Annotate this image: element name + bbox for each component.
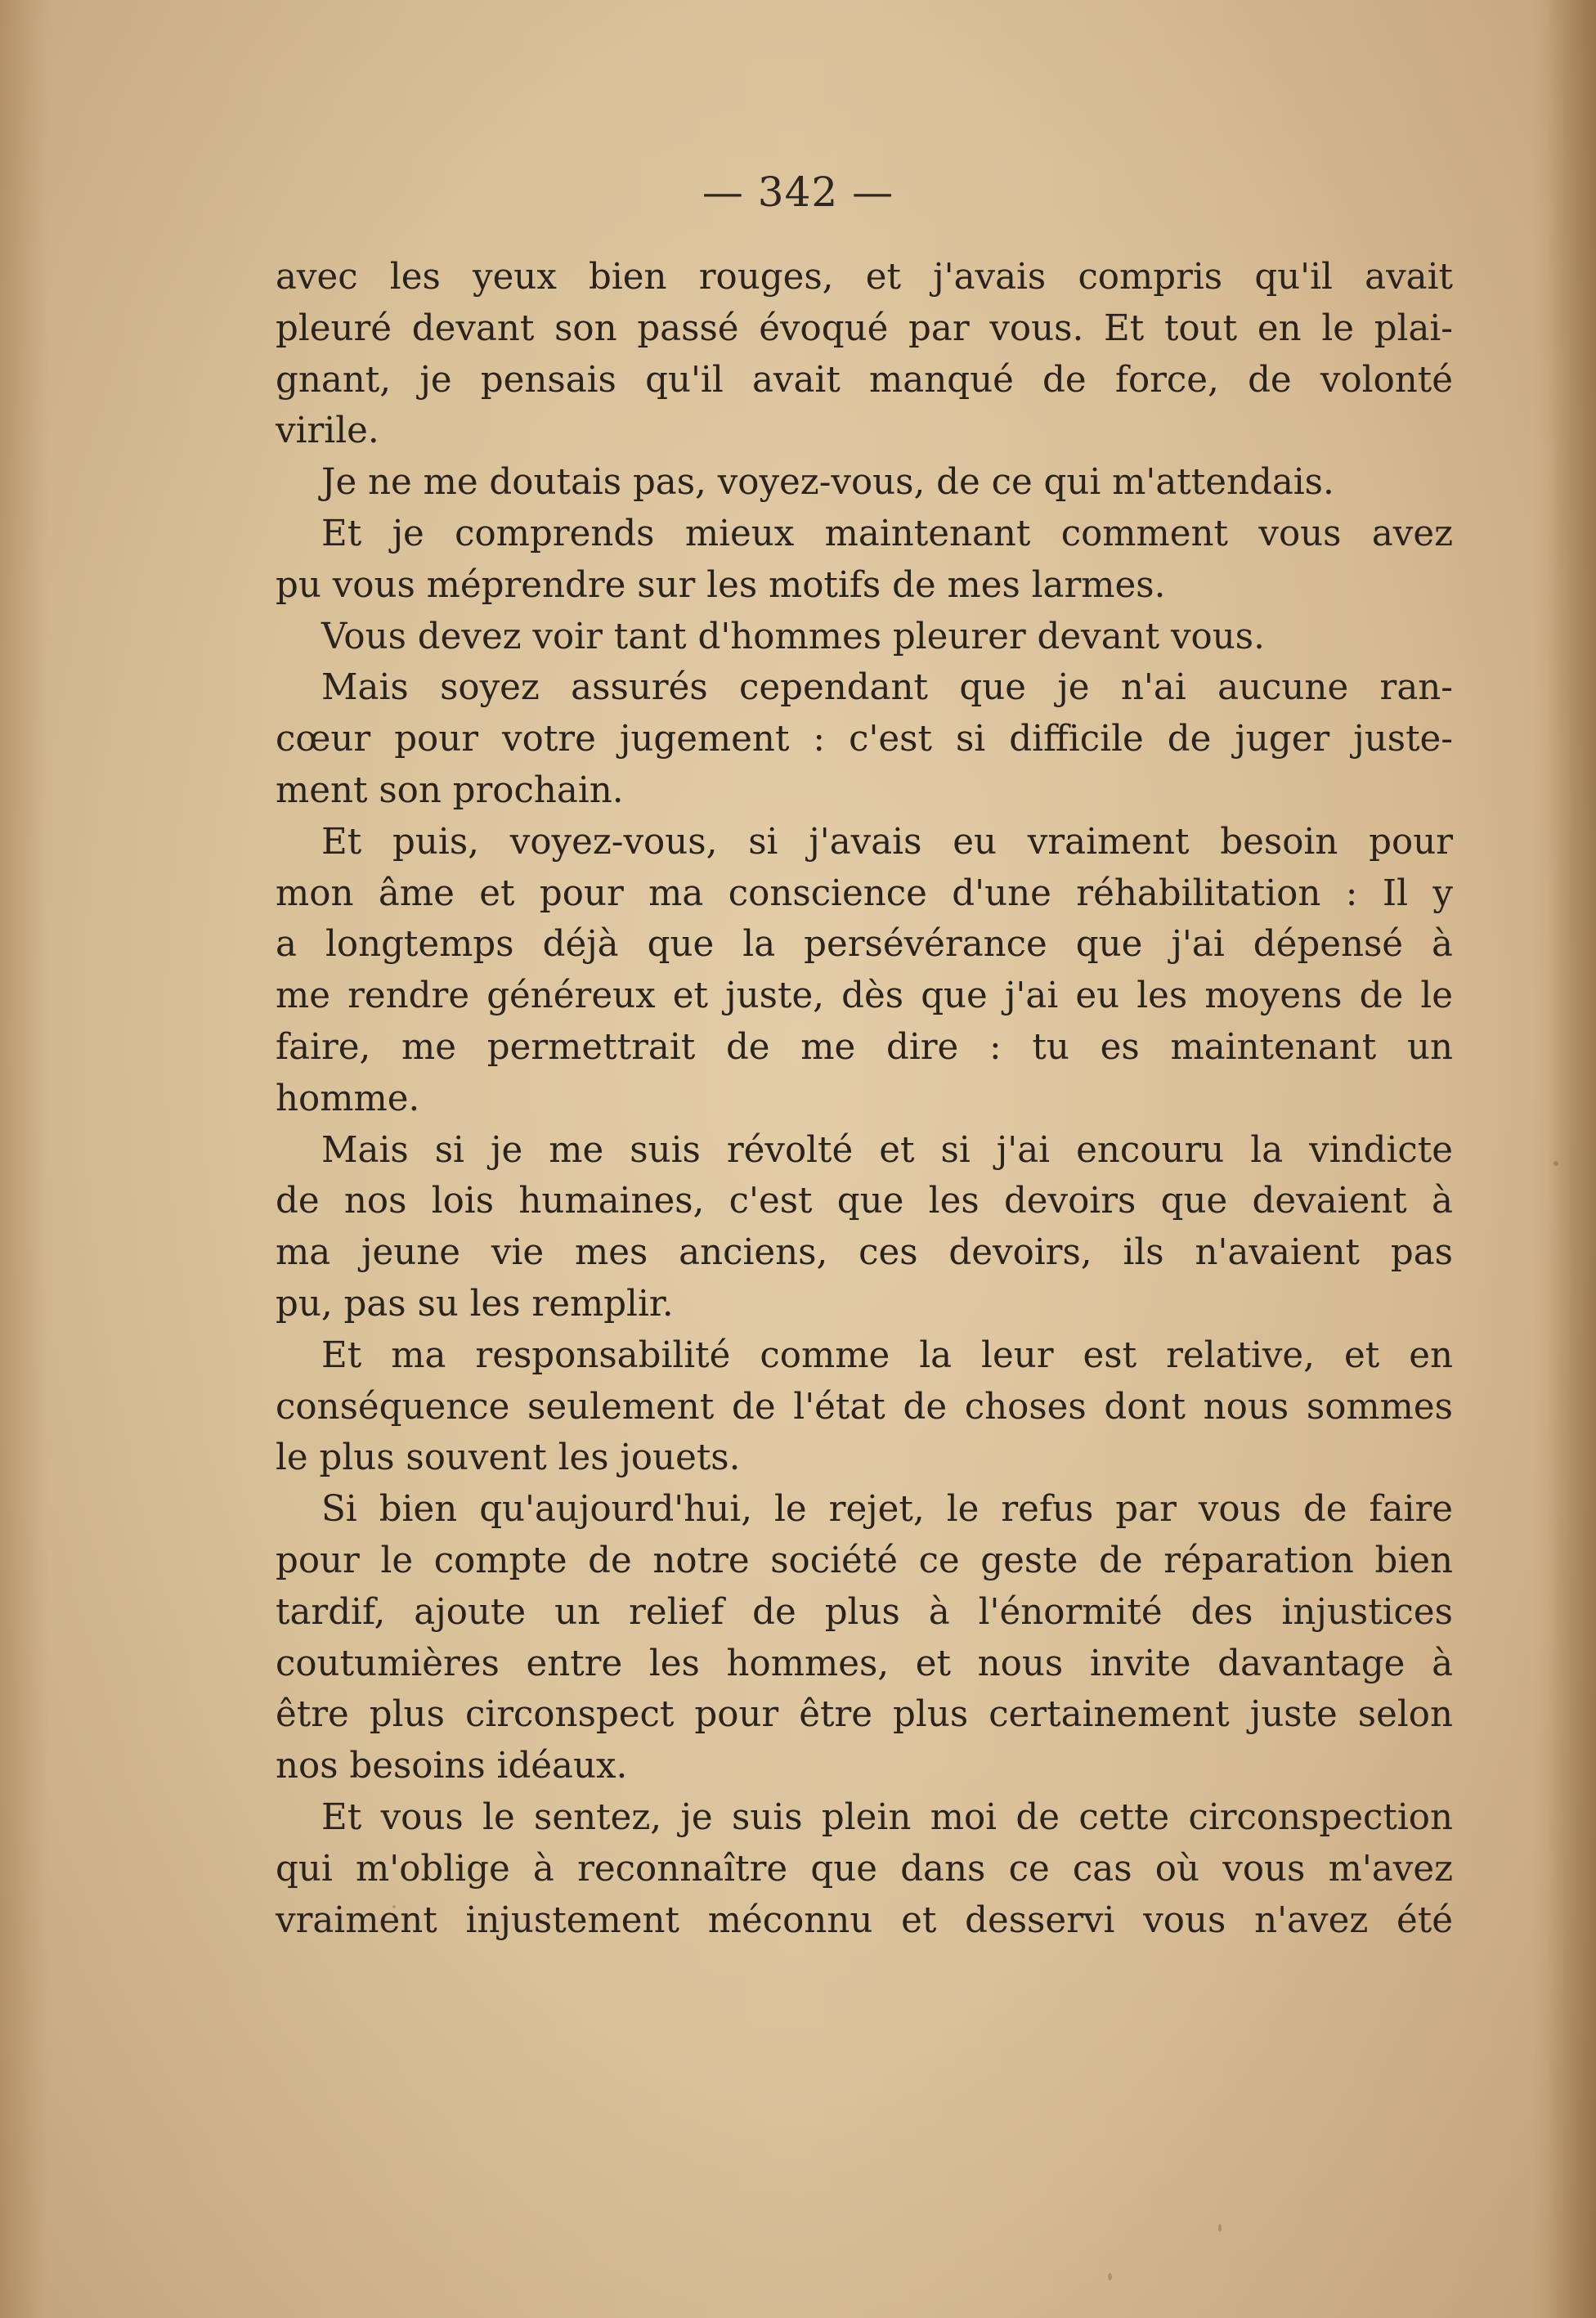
text-line: virile.: [276, 410, 379, 452]
text-line: pour le compte de notre société ce geste de réparation bien: [276, 1540, 1453, 1581]
text-line: Et ma responsabilité comme la leur est relative, et en: [321, 1334, 1453, 1376]
text-line: homme.: [276, 1078, 420, 1119]
text-line: pu, pas su les remplir.: [276, 1283, 674, 1325]
paper-speck: [1108, 2273, 1112, 2280]
text-line: ma jeune vie mes anciens, ces devoirs, ils n'avaient pas: [276, 1232, 1453, 1274]
text-line: le plus souvent les jouets.: [276, 1437, 741, 1479]
text-line: avec les yeux bien rouges, et j'avais compris qu'il avait: [276, 257, 1453, 298]
text-line: être plus circonspect pour être plus certainement juste selon: [276, 1694, 1453, 1736]
text-line: Mais si je me suis révolté et si j'ai encouru la vindicte: [321, 1129, 1453, 1171]
paper-speck: [1553, 1161, 1558, 1166]
text-line: nos besoins idéaux.: [276, 1746, 628, 1787]
text-line: ment son prochain.: [276, 769, 624, 811]
text-line: pleuré devant son passé évoqué par vous. Et tout en le plai-: [276, 307, 1453, 349]
text-line: me rendre généreux et juste, dès que j'ai eu les moyens de le: [276, 975, 1453, 1017]
text-line: Mais soyez assurés cependant que je n'ai aucune ran-: [321, 667, 1453, 709]
text-line: vraiment injustement méconnu et desservi vous n'avez été: [276, 1899, 1453, 1941]
text-line: coutumières entre les hommes, et nous invite davantage à: [276, 1643, 1453, 1684]
text-line: Et je comprends mieux maintenant comment vous avez: [321, 513, 1453, 554]
text-line: qui m'oblige à reconnaître que dans ce cas où vous m'avez: [276, 1848, 1453, 1890]
text-line: Je ne me doutais pas, voyez-vous, de ce qui m'attendais.: [321, 462, 1334, 504]
text-line: faire, me permettrait de me dire : tu es maintenant un: [276, 1026, 1453, 1068]
text-line: mon âme et pour ma conscience d'une réhabilitation : Il y: [276, 872, 1453, 914]
text-line: de nos lois humaines, c'est que les devoirs que devaient à: [276, 1181, 1453, 1222]
text-line: Et puis, voyez-vous, si j'avais eu vraiment besoin pour: [321, 821, 1453, 863]
page-number: — 342 —: [702, 168, 894, 216]
text-line: pu vous méprendre sur les motifs de mes larmes.: [276, 564, 1166, 606]
text-line: gnant, je pensais qu'il avait manqué de force, de volonté: [276, 359, 1453, 401]
text-line: Si bien qu'aujourd'hui, le rejet, le refus par vous de faire: [321, 1489, 1453, 1531]
page-edge-shadow: [1547, 0, 1596, 2318]
text-line: cœur pour votre jugement : c'est si difficile de juger juste-: [276, 719, 1453, 760]
text-line: conséquence seulement de l'état de choses dont nous sommes: [276, 1386, 1453, 1428]
text-line: Et vous le sentez, je suis plein moi de cette circonspection: [321, 1796, 1453, 1838]
paper-speck: [1218, 2224, 1222, 2232]
text-line: Vous devez voir tant d'hommes pleurer devant vous.: [321, 616, 1265, 657]
body-text: [276, 252, 1453, 1946]
text-line: tardif, ajoute un relief de plus à l'énormité des injustices: [276, 1591, 1453, 1633]
text-line: a longtemps déjà que la persévérance que j'ai dépensé à: [276, 924, 1453, 966]
